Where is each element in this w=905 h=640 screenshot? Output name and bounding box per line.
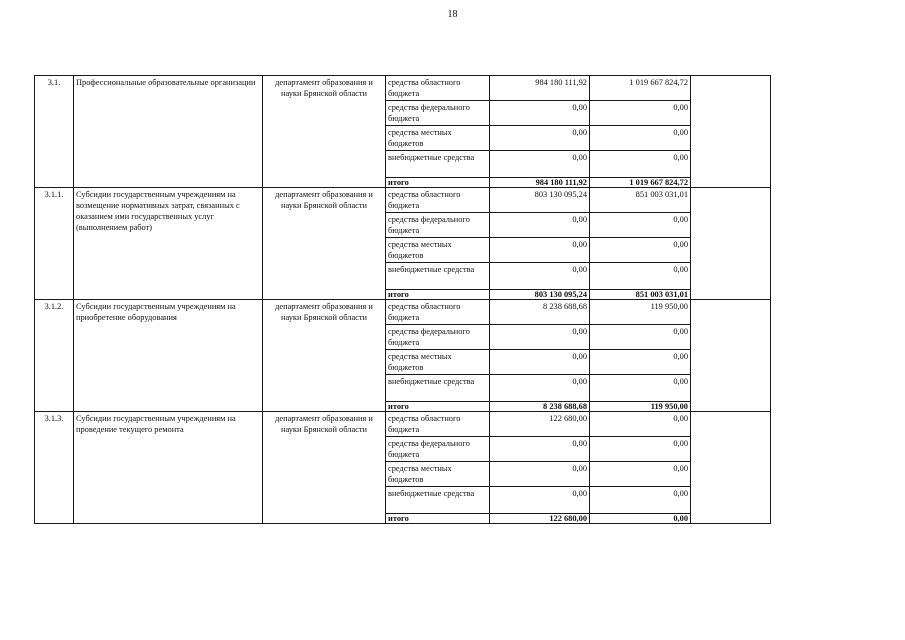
amount-cell: 8 238 688,68 xyxy=(490,300,590,325)
amount-cell: 851 003 031,01 xyxy=(590,290,691,300)
amount-cell: 0,00 xyxy=(490,213,590,238)
funding-source: средства федерального бюджета xyxy=(386,213,490,238)
amount-cell: 0,00 xyxy=(490,126,590,151)
amount-cell: 0,00 xyxy=(590,238,691,263)
amount-cell: 119 950,00 xyxy=(590,402,691,412)
amount-cell: 119 950,00 xyxy=(590,300,691,325)
amount-cell: 122 680,00 xyxy=(490,514,590,524)
table-row xyxy=(35,76,771,101)
budget-table xyxy=(34,75,771,524)
department-cell: департамент образования и науки Брянской области xyxy=(263,76,386,188)
department-cell: департамент образования и науки Брянской области xyxy=(263,188,386,300)
funding-source: итого xyxy=(386,514,490,524)
amount-cell: 122 680,00 xyxy=(490,412,590,437)
amount-cell: 0,00 xyxy=(490,462,590,487)
funding-source: средства местных бюджетов xyxy=(386,350,490,375)
amount-cell: 0,00 xyxy=(590,350,691,375)
funding-source: средства областного бюджета xyxy=(386,300,490,325)
funding-source: внебюджетные средства xyxy=(386,487,490,514)
amount-cell: 0,00 xyxy=(590,514,691,524)
amount-cell: 984 180 111,92 xyxy=(490,178,590,188)
amount-cell: 0,00 xyxy=(490,101,590,126)
amount-cell: 0,00 xyxy=(590,412,691,437)
table-row xyxy=(35,300,771,325)
department-cell: департамент образования и науки Брянской области xyxy=(263,412,386,524)
funding-source: средства областного бюджета xyxy=(386,76,490,101)
section-number: 3.1.3. xyxy=(35,412,74,524)
section-name: Субсидии государственным учреждениям на приобретение оборудования xyxy=(74,300,263,412)
amount-cell: 8 238 688,68 xyxy=(490,402,590,412)
section-number: 3.1.2. xyxy=(35,300,74,412)
amount-cell: 0,00 xyxy=(490,325,590,350)
section-name: Субсидии государственным учреждениям на возмещение нормативных затрат, связанных с оказанием ими государственных услуг (выполнением работ) xyxy=(74,188,263,300)
department-cell: департамент образования и науки Брянской области xyxy=(263,300,386,412)
funding-source: средства местных бюджетов xyxy=(386,462,490,487)
amount-cell: 0,00 xyxy=(590,487,691,514)
amount-cell: 0,00 xyxy=(490,375,590,402)
amount-cell: 0,00 xyxy=(590,101,691,126)
amount-cell: 0,00 xyxy=(590,213,691,238)
section-name: Субсидии государственным учреждениям на проведение текущего ремонта xyxy=(74,412,263,524)
funding-source: внебюджетные средства xyxy=(386,263,490,290)
amount-cell: 0,00 xyxy=(490,437,590,462)
amount-cell: 0,00 xyxy=(490,238,590,263)
amount-cell: 0,00 xyxy=(590,151,691,178)
amount-cell: 984 180 111,92 xyxy=(490,76,590,101)
amount-cell: 803 130 095,24 xyxy=(490,290,590,300)
amount-cell: 0,00 xyxy=(590,375,691,402)
funding-source: средства федерального бюджета xyxy=(386,101,490,126)
table-row xyxy=(35,188,771,213)
funding-source: средства областного бюджета xyxy=(386,188,490,213)
section-number: 3.1. xyxy=(35,76,74,188)
funding-source: средства федерального бюджета xyxy=(386,325,490,350)
funding-source: средства местных бюджетов xyxy=(386,126,490,151)
funding-source: итого xyxy=(386,290,490,300)
amount-cell: 0,00 xyxy=(590,126,691,151)
amount-cell: 0,00 xyxy=(490,350,590,375)
funding-source: внебюджетные средства xyxy=(386,151,490,178)
empty-cell xyxy=(691,188,771,300)
amount-cell: 0,00 xyxy=(490,151,590,178)
funding-source: внебюджетные средства xyxy=(386,375,490,402)
section-name: Профессиональные образовательные организации xyxy=(74,76,263,188)
funding-source: итого xyxy=(386,178,490,188)
funding-source: итого xyxy=(386,402,490,412)
empty-cell xyxy=(691,76,771,188)
amount-cell: 1 019 667 824,72 xyxy=(590,76,691,101)
empty-cell xyxy=(691,300,771,412)
funding-source: средства федерального бюджета xyxy=(386,437,490,462)
amount-cell: 0,00 xyxy=(590,263,691,290)
budget-table-body xyxy=(35,76,771,524)
amount-cell: 0,00 xyxy=(490,263,590,290)
section-number: 3.1.1. xyxy=(35,188,74,300)
amount-cell: 0,00 xyxy=(590,437,691,462)
amount-cell: 803 130 095,24 xyxy=(490,188,590,213)
funding-source: средства местных бюджетов xyxy=(386,238,490,263)
table-row xyxy=(35,412,771,437)
page-number: 18 xyxy=(447,9,458,20)
amount-cell: 0,00 xyxy=(590,462,691,487)
amount-cell: 851 003 031,01 xyxy=(590,188,691,213)
funding-source: средства областного бюджета xyxy=(386,412,490,437)
amount-cell: 0,00 xyxy=(590,325,691,350)
amount-cell: 0,00 xyxy=(490,487,590,514)
empty-cell xyxy=(691,412,771,524)
amount-cell: 1 019 667 824,72 xyxy=(590,178,691,188)
